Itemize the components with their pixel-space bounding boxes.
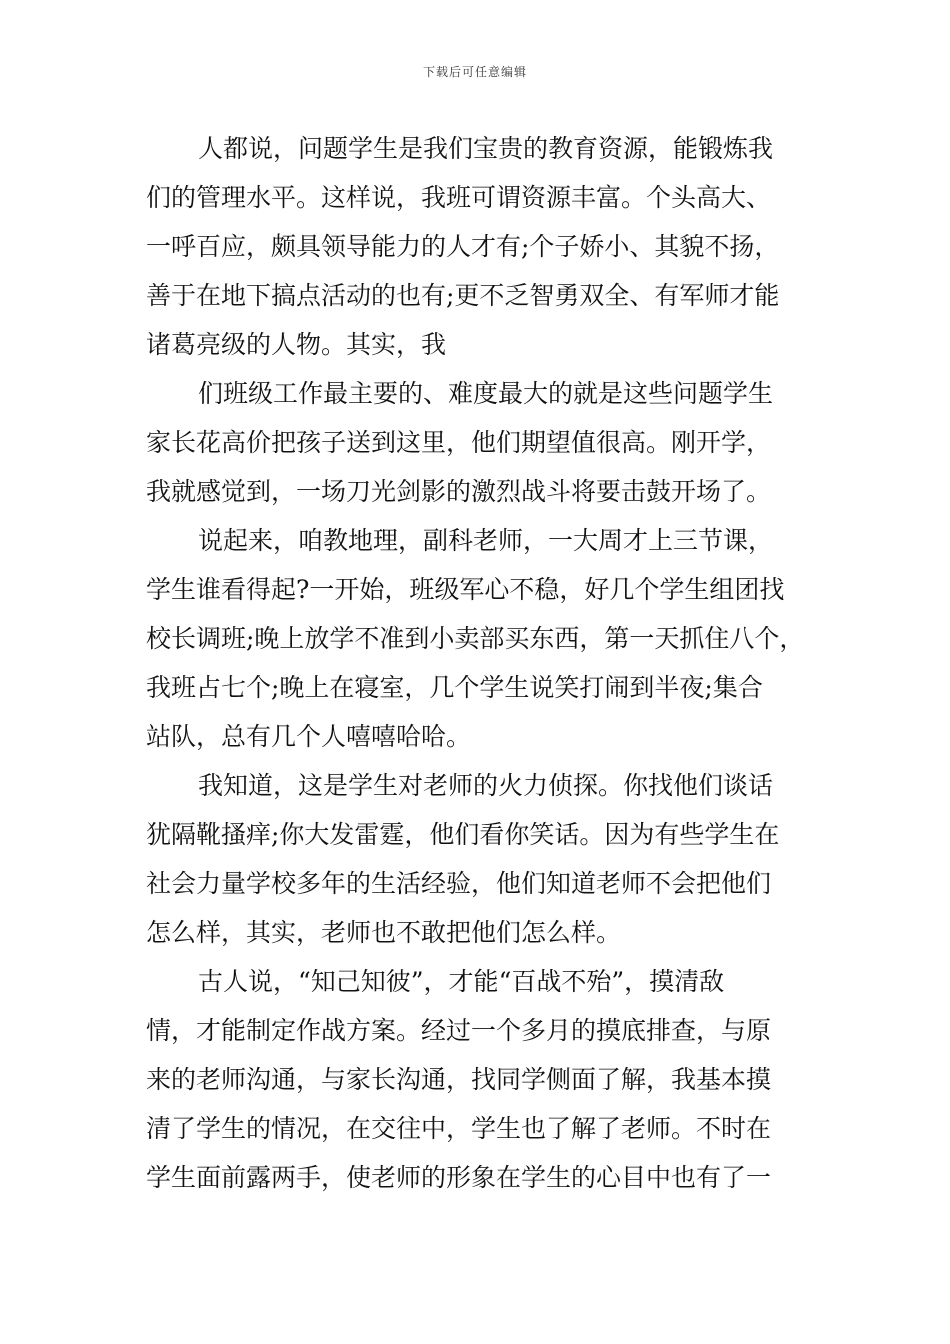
text-line: 善于在地下搞点活动的也有;更不乏智勇双全、有军师才能 — [146, 281, 780, 310]
page-header: 下载后可任意编辑 — [422, 65, 527, 79]
text-line: 清了学生的情况，在交往中，学生也了解了老师。不时在 — [146, 1114, 772, 1143]
text-line: 我班占七个;晚上在寝室，几个学生说笑打闹到半夜;集合 — [146, 673, 763, 702]
paragraph — [146, 957, 828, 1202]
text-line: 校长调班;晚上放学不准到小卖部买东西，第一天抓住八个， — [146, 624, 805, 653]
text-line: 说起来，咱教地理，副科老师，一大周才上三节课， — [198, 526, 774, 555]
text-line: 学生面前露两手，使老师的形象在学生的心目中也有了一 — [146, 1163, 772, 1192]
text-line: 们的管理水平。这样说，我班可谓资源丰富。个头高大、 — [146, 183, 772, 212]
text-line: 诸葛亮级的人物。其实，我 — [146, 330, 447, 359]
text-line: 人都说，问题学生是我们宝贵的教育资源，能锻炼我 — [198, 134, 774, 163]
text-line: 们班级工作最主要的、难度最大的就是这些问题学生 — [198, 379, 774, 408]
text-line: 一呼百应，颇具领导能力的人才有;个子娇小、其貌不扬， — [146, 232, 780, 261]
paragraph — [146, 516, 828, 761]
text-line: 来的老师沟通，与家长沟通，找同学侧面了解，我基本摸 — [146, 1065, 772, 1094]
document-body — [146, 124, 828, 1202]
paragraph — [146, 761, 828, 957]
text-line: 我就感觉到，一场刀光剑影的激烈战斗将要击鼓开场了。 — [146, 477, 772, 506]
text-line: 情，才能制定作战方案。经过一个多月的摸底排查，与原 — [146, 1016, 772, 1045]
text-line: 社会力量学校多年的生活经验，他们知道老师不会把他们 — [146, 869, 772, 898]
text-line: 怎么样，其实，老师也不敢把他们怎么样。 — [146, 918, 622, 947]
text-line: 家长花高价把孩子送到这里，他们期望值很高。刚开学， — [146, 428, 772, 457]
text-line: 我知道，这是学生对老师的火力侦探。你找他们谈话 — [198, 771, 774, 800]
paragraph — [146, 369, 828, 516]
text-line: 古人说，“知己知彼”，才能“百战不殆”，摸清敌 — [198, 967, 725, 996]
text-line: 站队，总有几个人嘻嘻哈哈。 — [146, 722, 472, 751]
text-line: 学生谁看得起?一开始，班级军心不稳，好几个学生组团找 — [146, 575, 785, 604]
text-line: 犹隔靴搔痒;你大发雷霆，他们看你笑话。因为有些学生在 — [146, 820, 780, 849]
paragraph — [146, 124, 828, 369]
